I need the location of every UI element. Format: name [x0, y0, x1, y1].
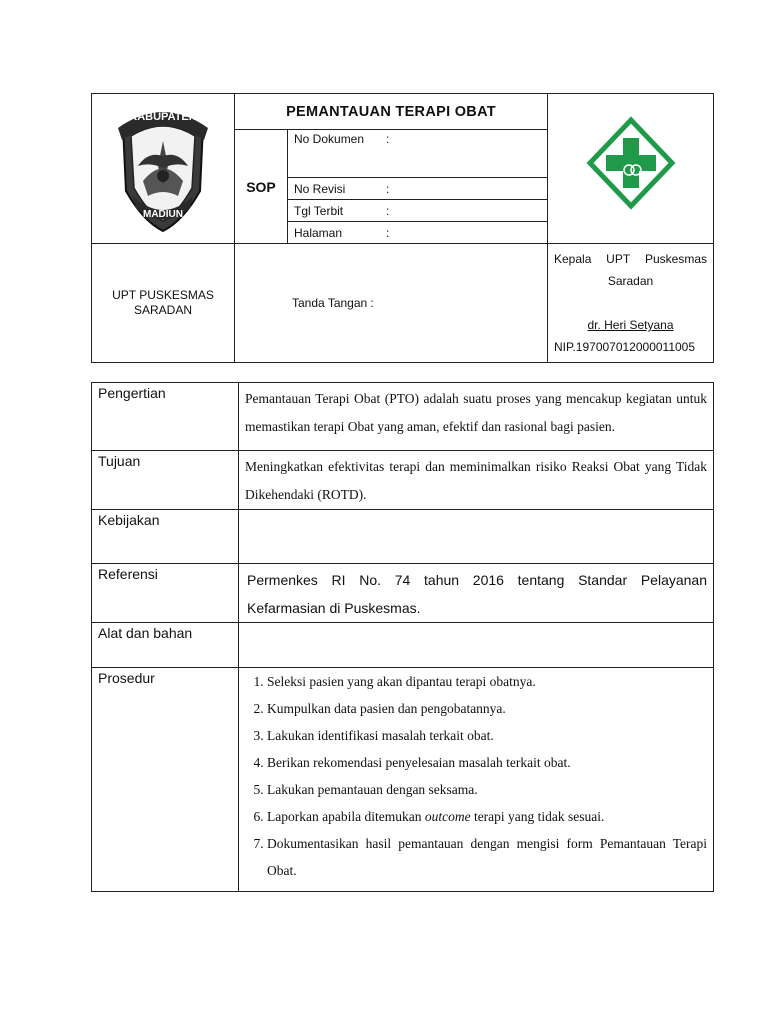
section-label: Prosedur	[92, 668, 239, 892]
row-tujuan	[92, 451, 714, 510]
signer-title-word: Puskesmas	[644, 252, 707, 266]
field-label: No Revisi	[294, 181, 346, 196]
signer-title-word: UPT	[606, 252, 631, 266]
section-text	[239, 510, 714, 564]
step-text-before: Laporkan apabila ditemukan	[267, 809, 422, 824]
document-title: PEMANTAUAN TERAPI OBAT	[235, 94, 548, 130]
emblem-top-text: KABUPATEN	[129, 111, 197, 123]
field-separator: :	[386, 225, 390, 240]
field-label: Tgl Terbit	[294, 203, 344, 218]
sop-label: SOP	[235, 130, 288, 244]
field-separator: :	[386, 181, 390, 196]
field-separator: :	[386, 132, 390, 146]
section-text: Permenkes RI No. 74 tahun 2016 tentang Standar Pelayanan Kefarmasian di Puskesmas.	[239, 564, 714, 623]
organization-text: UPT PUSKESMAS SARADAN	[112, 288, 214, 317]
row-pengertian	[92, 383, 714, 451]
section-label: Tujuan	[92, 451, 239, 510]
procedure-step	[267, 803, 707, 830]
field-no-dokumen	[288, 130, 548, 178]
row-alat-bahan	[92, 623, 714, 668]
section-label: Referensi	[92, 564, 239, 623]
section-label: Kebijakan	[92, 510, 239, 564]
kabupaten-madiun-emblem-icon	[108, 96, 218, 236]
sop-header-table	[91, 93, 714, 363]
section-text	[239, 623, 714, 668]
emblem-bottom-text: MADIUN	[143, 209, 183, 220]
field-separator: :	[386, 203, 390, 218]
procedure-step: 5. Lakukan pemantauan dengan seksama.	[267, 776, 707, 803]
signer-title-line1	[554, 248, 707, 270]
signature-label: Tanda Tangan :	[235, 244, 548, 363]
procedure-step: 4. Berikan rekomendasi penyelesaian masalah terkait obat.	[267, 749, 707, 776]
procedure-step: 2. Kumpulkan data pasien dan pengobatannya.	[267, 695, 707, 722]
row-kebijakan	[92, 510, 714, 564]
signer-title-line2: Saradan	[607, 274, 654, 288]
organization-name	[92, 244, 235, 363]
step-text-after: terapi yang tidak sesuai.	[473, 809, 605, 824]
procedure-step: 1. Seleksi pasien yang akan dipantau terapi obatnya.	[267, 668, 707, 695]
field-label: Halaman	[294, 225, 343, 240]
signer-title-word: Kepala	[554, 252, 592, 266]
left-logo-cell	[92, 94, 235, 244]
field-no-revisi	[288, 178, 548, 200]
section-label: Pengertian	[92, 383, 239, 451]
signer-block	[548, 244, 714, 363]
row-prosedur	[92, 668, 714, 892]
procedure-list	[245, 668, 707, 884]
procedure-cell	[239, 668, 714, 892]
row-referensi	[92, 564, 714, 623]
field-halaman	[288, 222, 548, 244]
procedure-step: 3. Lakukan identifikasi masalah terkait obat.	[267, 722, 707, 749]
field-tgl-terbit	[288, 200, 548, 222]
puskesmas-logo-icon	[586, 116, 676, 216]
step-text-italic: outcome	[424, 809, 471, 824]
section-text: Pemantauan Terapi Obat (PTO) adalah suatu proses yang mencakup kegiatan untuk memastikan terapi Obat yang aman, efektif dan rasional bagi pasien.	[239, 383, 714, 451]
section-text: Meningkatkan efektivitas terapi dan meminimalkan risiko Reaksi Obat yang Tidak Dikehendaki (ROTD).	[239, 451, 714, 510]
procedure-step: 7. Dokumentasikan hasil pemantauan dengan mengisi form Pemantauan Terapi Obat.	[267, 830, 707, 884]
signer-nip: NIP.197007012000011005	[554, 340, 696, 354]
right-logo-cell	[548, 94, 714, 244]
field-label: No Dokumen	[294, 132, 365, 146]
section-label: Alat dan bahan	[92, 623, 239, 668]
sop-content-table	[91, 382, 714, 892]
signer-name: dr. Heri Setyana	[587, 318, 674, 332]
